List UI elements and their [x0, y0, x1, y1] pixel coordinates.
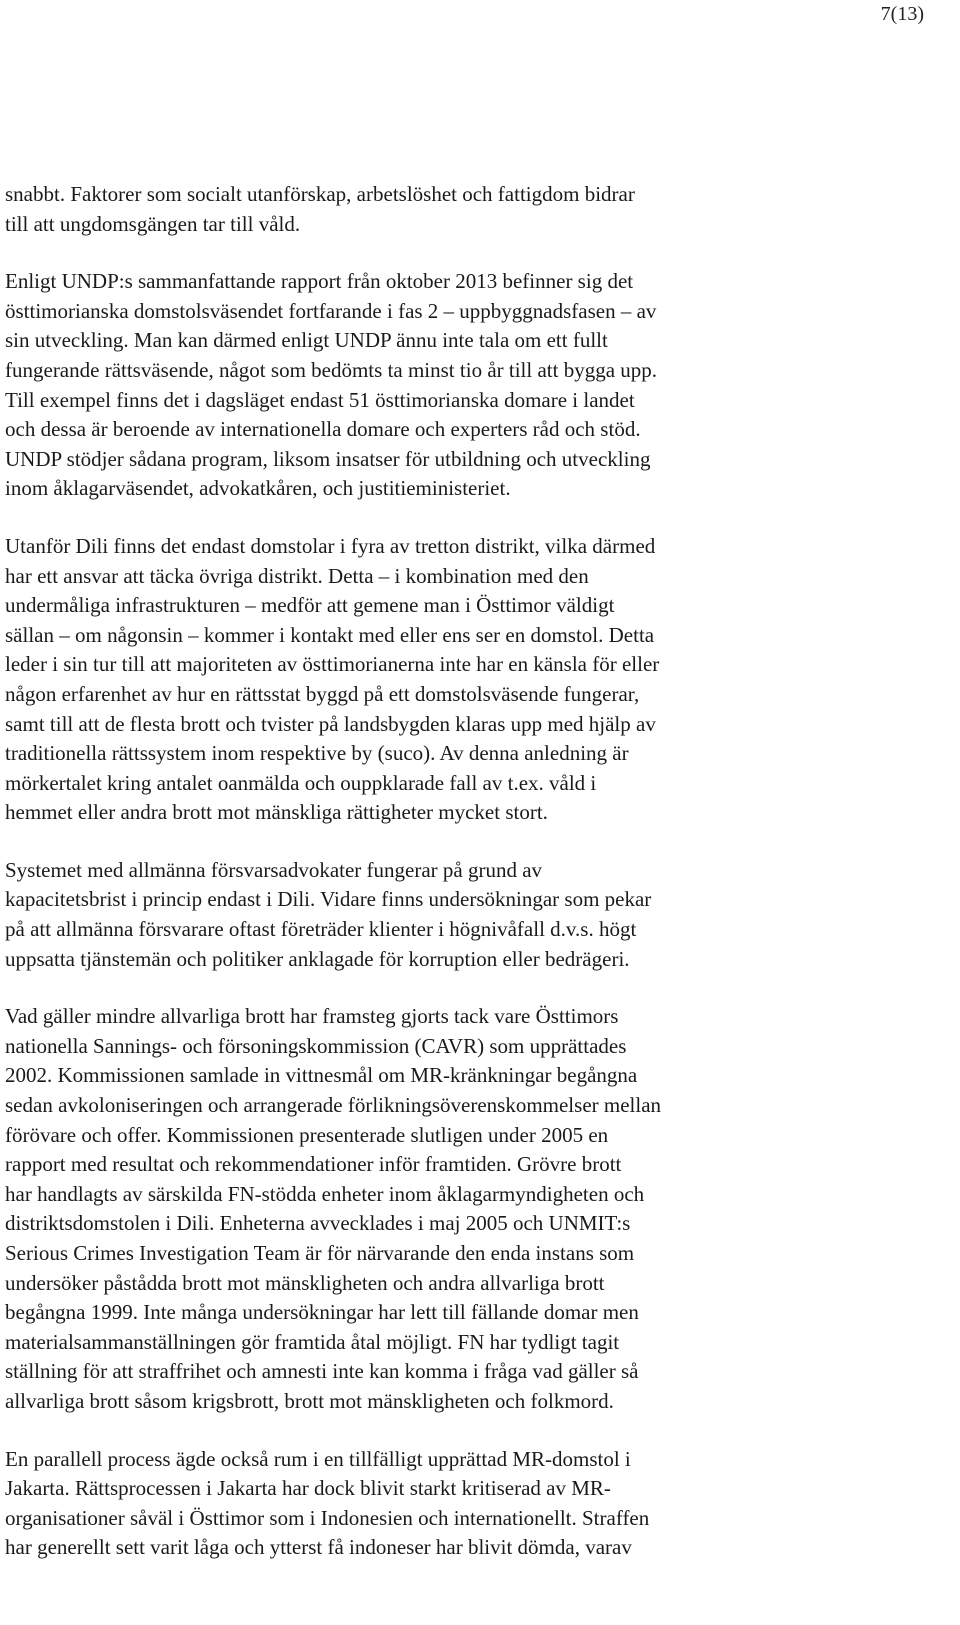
text-line: Enligt UNDP:s sammanfattande rapport från oktober 2013 befinner sig det — [5, 269, 634, 294]
text-line: någon erfarenhet av hur en rättsstat byggd på ett domstolsväsende fungerar, — [5, 681, 640, 706]
text-line: mörkertalet kring antalet oanmälda och ouppklarade fall av t.ex. våld i — [5, 770, 597, 795]
paragraph-6 — [5, 1445, 805, 1563]
text-line: samt till att de flesta brott och tvister på landsbygden klaras upp med hjälp av — [5, 711, 656, 736]
page-number: 7(13) — [880, 3, 924, 25]
text-line: Vad gäller mindre allvarliga brott har framsteg gjorts tack vare Östtimors — [5, 1004, 619, 1029]
paragraph-2 — [5, 267, 805, 504]
text-line: organisationer såväl i Östtimor som i Indonesien och internationellt. Straffen — [5, 1505, 650, 1530]
paragraph-4 — [5, 856, 805, 974]
text-line: Systemet med allmänna försvarsadvokater fungerar på grund av — [5, 857, 543, 882]
text-line: Jakarta. Rättsprocessen i Jakarta har dock blivit starkt kritiserad av MR- — [5, 1476, 611, 1501]
text-line: Utanför Dili finns det endast domstolar i fyra av tretton distrikt, vilka därmed — [5, 533, 656, 558]
text-line: UNDP stödjer sådana program, liksom insatser för utbildning och utveckling — [5, 446, 651, 471]
text-line: nationella Sannings- och försoningskommission (CAVR) som upprättades — [5, 1033, 627, 1058]
text-line: kapacitetsbrist i princip endast i Dili. Vidare finns undersökningar som pekar — [5, 887, 652, 912]
text-line: materialsammanställningen gör framtida åtal möjligt. FN har tydligt tagit — [5, 1329, 620, 1354]
text-line: till att ungdomsgängen tar till våld. — [5, 211, 301, 236]
text-line: ställning för att straffrihet och amnesti inte kan komma i fråga vad gäller så — [5, 1359, 639, 1384]
text-line: sällan – om någonsin – kommer i kontakt med eller ens ser en domstol. Detta — [5, 622, 655, 647]
text-line: traditionella rättssystem inom respektive by (suco). Av denna anledning är — [5, 741, 629, 766]
text-line: på att allmänna försvarare oftast företräder klienter i högnivåfall d.v.s. högt — [5, 917, 637, 942]
text-line: östtimorianska domstolsväsendet fortfarande i fas 2 – uppbyggnadsfasen – av — [5, 298, 657, 323]
text-line: och dessa är beroende av internationella domare och experters råd och stöd. — [5, 417, 641, 442]
text-line: sin utveckling. Man kan därmed enligt UNDP ännu inte tala om ett fullt — [5, 328, 608, 353]
text-line: uppsatta tjänstemän och politiker anklagade för korruption eller bedrägeri. — [5, 946, 630, 971]
text-line: begångna 1999. Inte många undersökningar har lett till fällande domar men — [5, 1300, 639, 1325]
document-body — [5, 180, 805, 1563]
paragraph-3 — [5, 532, 805, 828]
text-line: Till exempel finns det i dagsläget endast 51 östtimorianska domare i landet — [5, 387, 635, 412]
text-line: undermåliga infrastrukturen – medför att gemene man i Östtimor väldigt — [5, 593, 615, 618]
text-line: leder i sin tur till att majoriteten av östtimorianerna inte har en känsla för eller — [5, 652, 660, 677]
text-line: 2002. Kommissionen samlade in vittnesmål om MR-kränkningar begångna — [5, 1063, 638, 1088]
text-line: allvarliga brott såsom krigsbrott, brott mot mänskligheten och folkmord. — [5, 1388, 614, 1413]
paragraph-5 — [5, 1002, 805, 1416]
paragraph-1 — [5, 180, 805, 239]
text-line: har ett ansvar att täcka övriga distrikt. Detta – i kombination med den — [5, 563, 589, 588]
text-line: sedan avkoloniseringen och arrangerade förlikningsöverenskommelser mellan — [5, 1093, 662, 1118]
text-line: hemmet eller andra brott mot mänskliga rättigheter mycket stort. — [5, 800, 548, 825]
text-line: En parallell process ägde också rum i en tillfälligt upprättad MR-domstol i — [5, 1446, 631, 1471]
text-line: fungerande rättsväsende, något som bedömts ta minst tio år till att bygga upp. — [5, 357, 658, 382]
text-line: har handlagts av särskilda FN-stödda enheter inom åklagarmyndigheten och — [5, 1181, 645, 1206]
text-line: förövare och offer. Kommissionen presenterade slutligen under 2005 en — [5, 1122, 609, 1147]
text-line: rapport med resultat och rekommendationer inför framtiden. Grövre brott — [5, 1152, 622, 1177]
text-line: undersöker påstådda brott mot mänskligheten och andra allvarliga brott — [5, 1270, 605, 1295]
text-line: distriktsdomstolen i Dili. Enheterna avvecklades i maj 2005 och UNMIT:s — [5, 1211, 631, 1236]
text-line: snabbt. Faktorer som socialt utanförskap, arbetslöshet och fattigdom bidrar — [5, 182, 635, 206]
text-line: inom åklagarväsendet, advokatkåren, och justitieministeriet. — [5, 476, 511, 501]
text-line: har generellt sett varit låga och ytterst få indoneser har blivit dömda, varav — [5, 1535, 632, 1560]
text-line: Serious Crimes Investigation Team är för närvarande den enda instans som — [5, 1241, 635, 1265]
